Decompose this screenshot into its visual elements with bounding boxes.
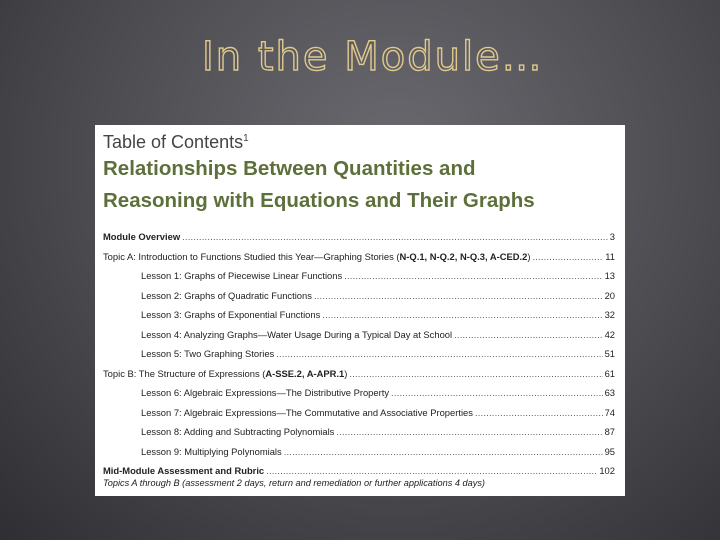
toc-topic-row bbox=[103, 227, 615, 247]
toc-entry-text: Lesson 4: Analyzing Graphs—Water Usage During a Typical Day at School bbox=[141, 328, 453, 340]
toc-entry-label bbox=[103, 227, 180, 247]
toc-page-number: 3 bbox=[609, 231, 615, 242]
toc-lesson-row bbox=[103, 325, 615, 345]
toc-leader-dots bbox=[391, 383, 603, 403]
toc-page-number: 13 bbox=[604, 270, 615, 281]
toc-topic-row bbox=[103, 247, 615, 267]
toc-lesson-row bbox=[103, 403, 615, 423]
toc-leader-dots bbox=[349, 364, 602, 384]
toc-lesson-row bbox=[103, 286, 615, 306]
toc-heading bbox=[103, 127, 615, 151]
toc-entry-text-end: ) bbox=[344, 367, 348, 379]
toc-leader-dots bbox=[344, 266, 602, 286]
toc-entry-text: Lesson 3: Graphs of Exponential Functions bbox=[141, 309, 321, 320]
toc-entry-text: Topic B: The Structure of Expressions ( bbox=[103, 367, 266, 379]
toc-entry-label bbox=[141, 266, 342, 286]
toc-entry-label bbox=[141, 383, 389, 403]
toc-entry-label bbox=[141, 286, 312, 306]
toc-entry-text: Lesson 8: Adding and Subtracting Polynomials bbox=[141, 426, 335, 437]
toc-label: Table of Contents bbox=[103, 132, 244, 152]
toc-lesson-row bbox=[103, 305, 615, 325]
toc-page-number: 102 bbox=[599, 465, 615, 476]
toc-page-number: 95 bbox=[604, 445, 615, 457]
toc-lesson-row bbox=[103, 266, 615, 286]
toc-entry-text: Lesson 2: Graphs of Quadratic Functions bbox=[141, 289, 312, 301]
toc-footnote: 1 bbox=[243, 133, 249, 144]
toc-page-number: 61 bbox=[604, 367, 615, 379]
toc-page-number: 74 bbox=[604, 406, 615, 418]
toc-page-number: 42 bbox=[604, 328, 615, 340]
module-title-line-1: Relationships Between Quantities and bbox=[103, 157, 476, 180]
toc-entry-label bbox=[103, 364, 347, 384]
toc-page-number: 51 bbox=[604, 348, 615, 359]
toc-page-number: 20 bbox=[604, 289, 615, 301]
toc-entry-standards: N-Q.1, N-Q.2, N-Q.3, A-CED.2 bbox=[399, 250, 528, 262]
toc-entry-label bbox=[141, 344, 274, 364]
toc-leader-dots bbox=[454, 325, 602, 345]
toc-entry-label bbox=[141, 325, 452, 345]
toc-entry-text-end: ) bbox=[527, 250, 531, 262]
toc-leader-dots bbox=[276, 344, 602, 364]
toc-page-number: 32 bbox=[604, 309, 615, 320]
toc-lesson-row bbox=[103, 344, 615, 364]
toc-page-number: 63 bbox=[604, 387, 615, 398]
toc-leader-dots bbox=[182, 227, 608, 247]
assessment-note: Topics A through B (assessment 2 days, return and remediation or further applications 4 days) bbox=[103, 477, 485, 488]
toc-list bbox=[103, 227, 615, 481]
toc-lesson-row bbox=[103, 422, 615, 442]
toc-leader-dots bbox=[532, 247, 603, 267]
toc-entry-text: Module Overview bbox=[103, 231, 181, 242]
toc-entry-standards: A-SSE.2, A-APR.1 bbox=[265, 367, 345, 379]
toc-lesson-row bbox=[103, 442, 615, 462]
toc-entry-text: Lesson 1: Graphs of Piecewise Linear Functions bbox=[141, 270, 343, 281]
toc-entry-text: Topic A: Introduction to Functions Studied this Year—Graphing Stories ( bbox=[103, 250, 400, 262]
toc-entry-label bbox=[141, 305, 320, 325]
toc-entry-text: Mid-Module Assessment and Rubric bbox=[103, 465, 265, 476]
toc-entry-text: Lesson 9: Multiplying Polynomials bbox=[141, 445, 282, 457]
module-title bbox=[103, 153, 615, 217]
toc-entry-text: Lesson 5: Two Graphing Stories bbox=[141, 348, 275, 359]
toc-leader-dots bbox=[336, 422, 602, 442]
toc-topic-row bbox=[103, 364, 615, 384]
toc-entry-label bbox=[141, 403, 473, 423]
toc-leader-dots bbox=[284, 442, 603, 462]
document-image bbox=[95, 125, 625, 496]
toc-entry-text: Lesson 7: Algebraic Expressions—The Commutative and Associative Properties bbox=[141, 406, 473, 418]
toc-page-number: 11 bbox=[605, 250, 615, 262]
toc-entry-label bbox=[141, 422, 334, 442]
toc-entry-text: Lesson 6: Algebraic Expressions—The Distributive Property bbox=[141, 387, 390, 398]
module-title-line-2: Reasoning with Equations and Their Graphs bbox=[103, 189, 535, 212]
toc-leader-dots bbox=[314, 286, 603, 306]
toc-entry-label bbox=[103, 247, 530, 267]
toc-lesson-row bbox=[103, 383, 615, 403]
toc-leader-dots bbox=[475, 403, 603, 423]
toc-page-number: 87 bbox=[604, 426, 615, 437]
toc-entry-label bbox=[141, 442, 282, 462]
slide-title: In the Module… bbox=[202, 34, 544, 80]
toc-leader-dots bbox=[322, 305, 602, 325]
